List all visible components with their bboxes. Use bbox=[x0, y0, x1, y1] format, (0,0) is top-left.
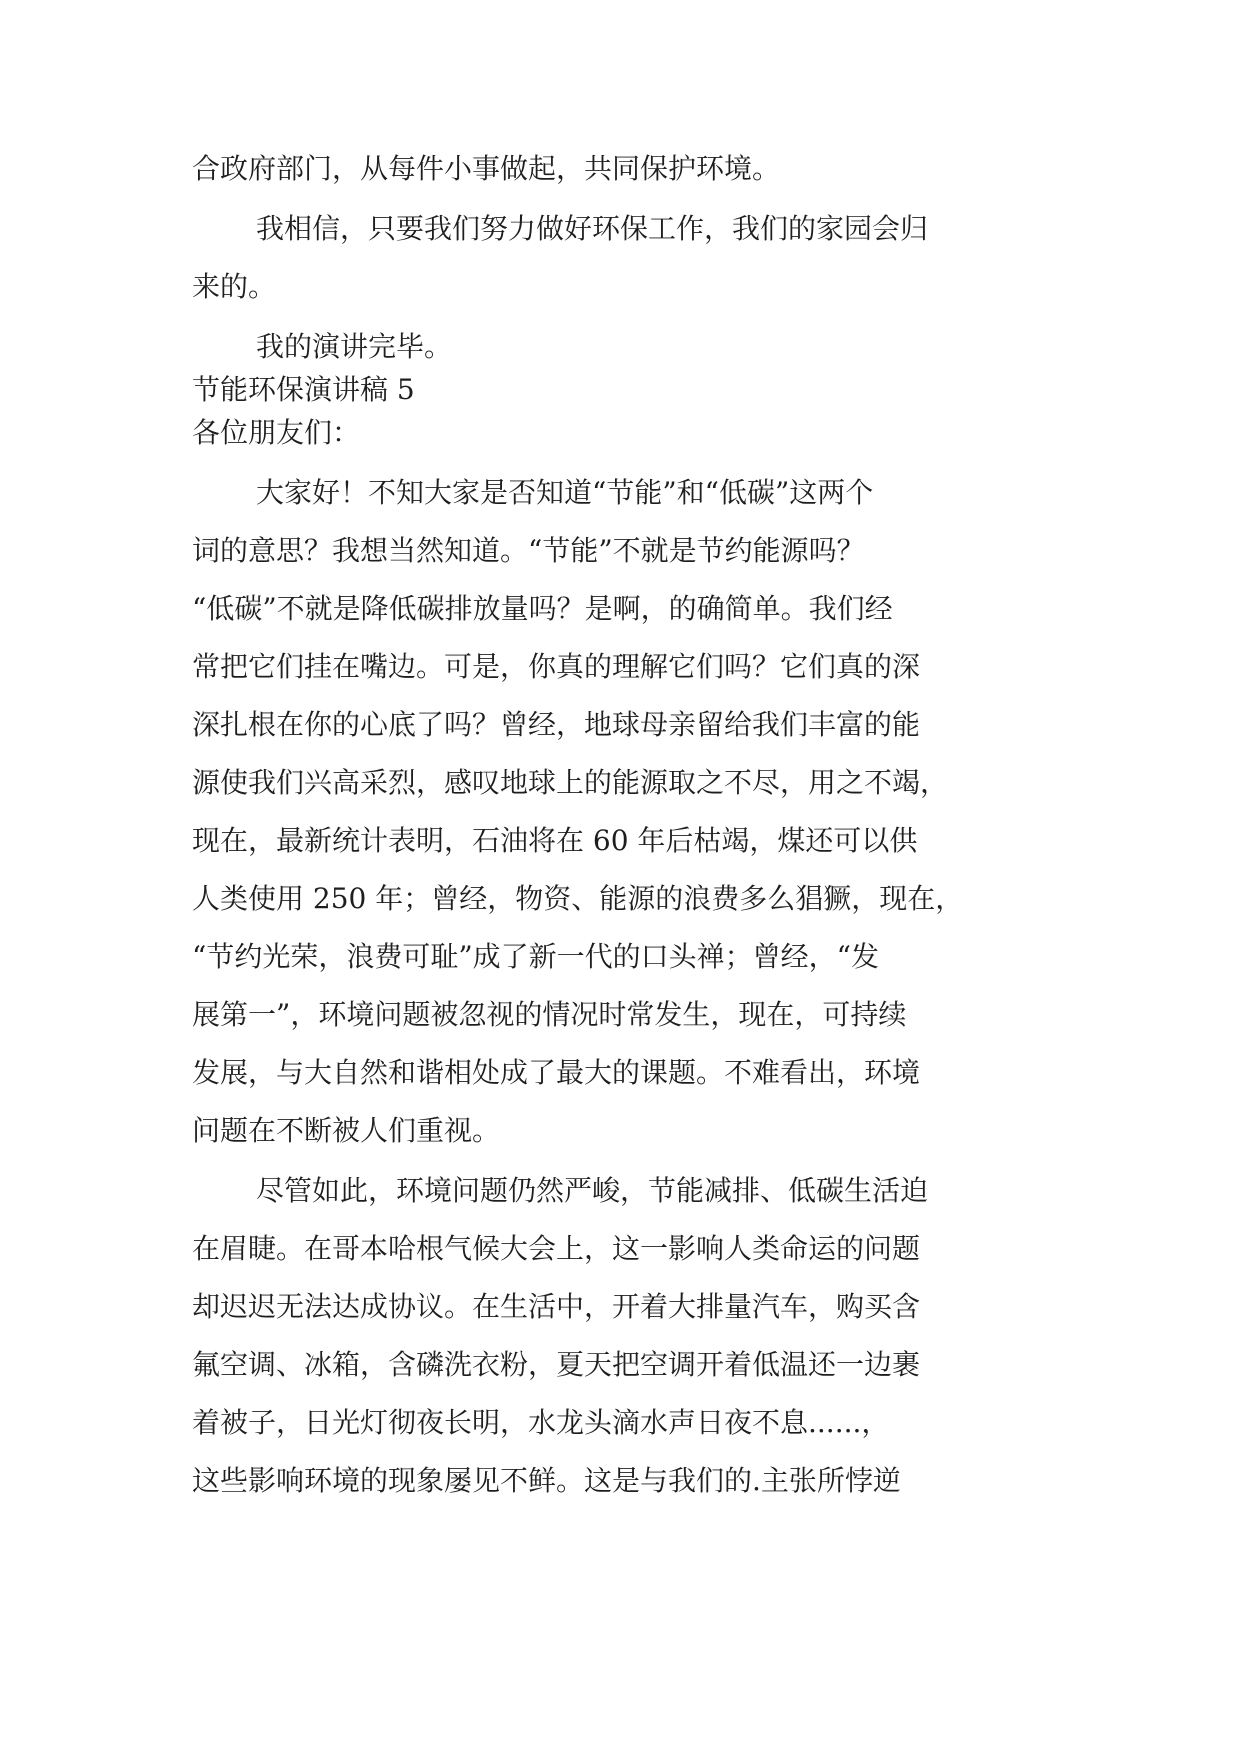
paragraph-line: 展第一”，环境问题被忽视的情况时常发生，现在，可持续 bbox=[192, 998, 907, 1031]
paragraph-line: 着被子，日光灯彻夜长明，水龙头滴水声日夜不息......， bbox=[192, 1406, 890, 1439]
salutation: 各位朋友们： bbox=[192, 416, 361, 449]
paragraph-line: 我的演讲完毕。 bbox=[256, 330, 453, 363]
paragraph-line: 尽管如此，环境问题仍然严峻，节能减排、低碳生活迫 bbox=[256, 1174, 929, 1207]
paragraph-line: 我相信，只要我们努力做好环保工作，我们的家园会归 bbox=[256, 212, 929, 245]
paragraph-line: 常把它们挂在嘴边。可是，你真的理解它们吗？它们真的深 bbox=[192, 650, 921, 683]
paragraph-line: 大家好！不知大家是否知道“节能”和“低碳”这两个 bbox=[256, 476, 874, 509]
document-body bbox=[192, 150, 1062, 1500]
paragraph-line: 氟空调、冰箱，含磷洗衣粉，夏天把空调开着低温还一边裹 bbox=[192, 1348, 921, 1381]
paragraph-line: “节约光荣，浪费可耻”成了新一代的口头禅；曾经，“发 bbox=[192, 940, 879, 973]
paragraph-line: “低碳”不就是降低碳排放量吗？是啊，的确简单。我们经 bbox=[192, 592, 893, 625]
paragraph-line: 词的意思？我想当然知道。“节能”不就是节约能源吗？ bbox=[192, 534, 865, 567]
paragraph-line: 合政府部门，从每件小事做起，共同保护环境。 bbox=[192, 152, 781, 185]
paragraph-line: 现在，最新统计表明，石油将在 60 年后枯竭，煤还可以供 bbox=[192, 824, 918, 857]
paragraph-line: 深扎根在你的心底了吗？曾经，地球母亲留给我们丰富的能 bbox=[192, 708, 921, 741]
paragraph-line: 发展，与大自然和谐相处成了最大的课题。不难看出，环境 bbox=[192, 1056, 921, 1089]
section-heading: 节能环保演讲稿 5 bbox=[192, 373, 415, 406]
paragraph-line: 源使我们兴高采烈，感叹地球上的能源取之不尽，用之不竭， bbox=[192, 766, 949, 799]
paragraph-line: 来的。 bbox=[192, 270, 277, 303]
paragraph-line: 却迟迟无法达成协议。在生活中，开着大排量汽车，购买含 bbox=[192, 1290, 921, 1323]
paragraph-line: 人类使用 250 年；曾经，物资、能源的浪费多么猖獗，现在， bbox=[192, 882, 964, 915]
paragraph-line: 在眉睫。在哥本哈根气候大会上，这一影响人类命运的问题 bbox=[192, 1232, 921, 1265]
paragraph-line: 这些影响环境的现象屡见不鲜。这是与我们的.主张所悖逆 bbox=[192, 1464, 901, 1497]
paragraph-line: 问题在不断被人们重视。 bbox=[192, 1114, 501, 1147]
